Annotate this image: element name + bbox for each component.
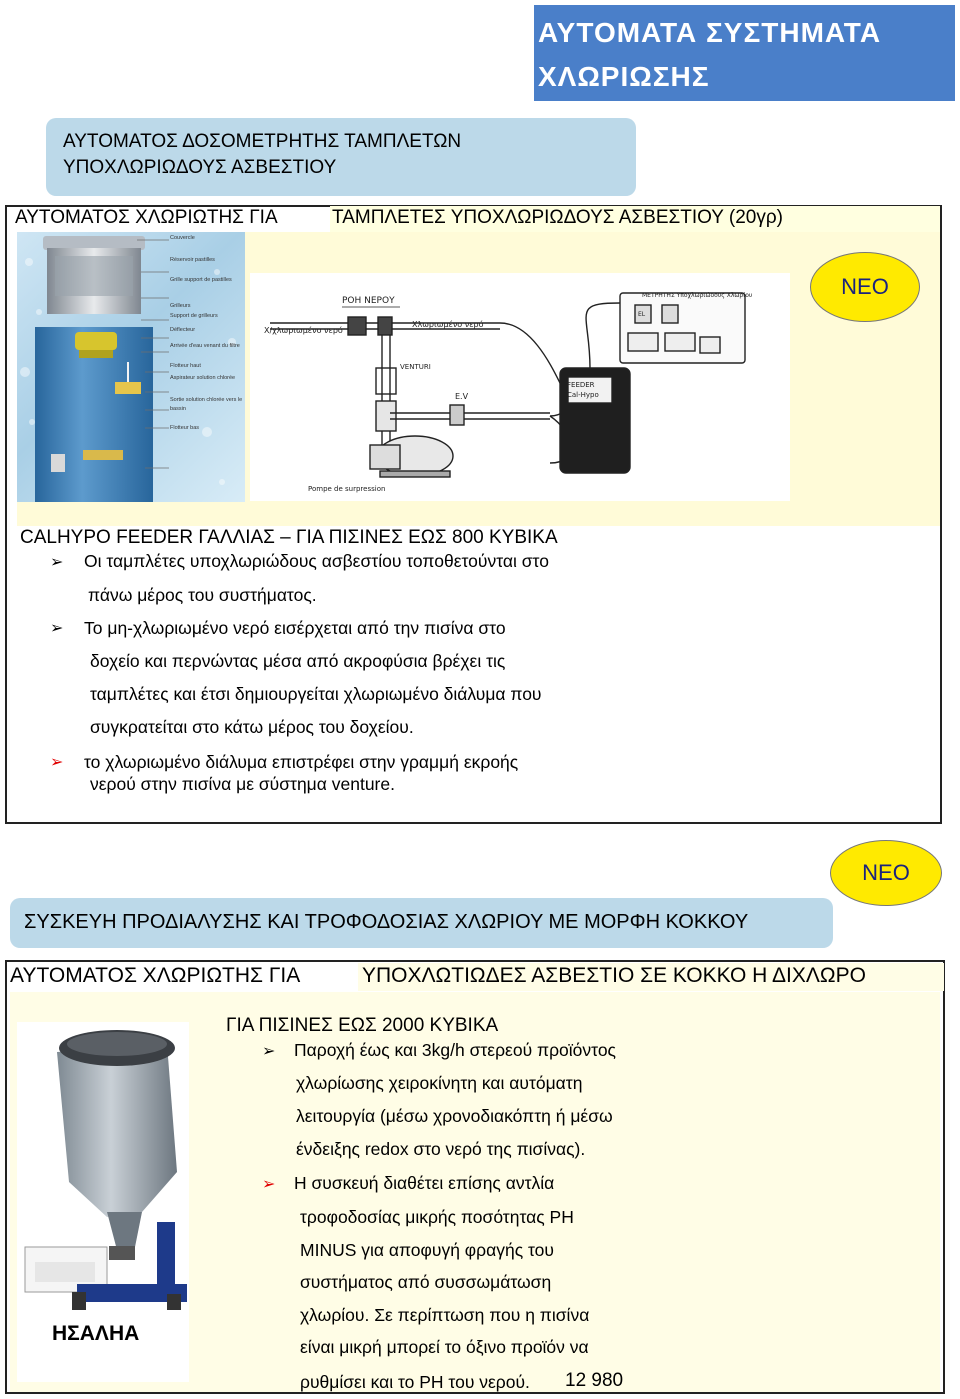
section2-bullet-2-line-6: είναι μικρή μπορεί το όξινο προϊόν να bbox=[300, 1337, 589, 1357]
bullet-arrow-icon: ➢ bbox=[262, 1043, 276, 1060]
bullet-arrow-icon: ➢ bbox=[50, 620, 64, 637]
section1-bullet-2-line-2: δοχείο και περνώντας μέσα από ακροφύσια βρέχει τις bbox=[90, 651, 506, 671]
section2-pill-text: ΣΥΣΚΕΥΗ ΠΡΟΔΙΑΛΥΣΗΣ ΚΑΙ ΤΡΟΦΟΔΟΣΙΑΣ ΧΛΩΡΙΟΥ ΜΕ ΜΟΡΦΗ ΚΟΚΚΟΥ bbox=[24, 911, 749, 933]
section2-pill bbox=[10, 898, 833, 948]
bullet-arrow-icon: ➢ bbox=[262, 1176, 276, 1193]
section2-bullet-1-line-3: λειτουργία (μέσω χρονοδιακόπτη ή μέσω bbox=[296, 1106, 613, 1126]
section1-header-left: ΑΥΤΟΜΑΤΟΣ ΧΛΩΡΙΩΤΗΣ ΓΙΑ bbox=[15, 207, 278, 228]
tank-label: Réservoir pastilles bbox=[170, 257, 215, 263]
schematic-drawing bbox=[250, 273, 790, 501]
tank-label: Couvercle bbox=[170, 235, 195, 241]
section2-header-left: ΑΥΤΟΜΑΤΟΣ ΧΛΩΡΙΩΤΗΣ ΓΙΑ bbox=[10, 964, 301, 987]
section1-title: CALHYPO FEEDER ΓΑΛΛΙΑΣ – ΓΙΑ ΠΙΣΙΝΕΣ ΕΩΣ 800 ΚΥΒΙΚΑ bbox=[20, 527, 558, 548]
section2-header-right: ΥΠΟΧΛΩΤΙΩΔΕΣ ΑΣΒΕΣΤΙΟ ΣΕ ΚΟΚΚΟ Η ΔΙΧΛΩΡΟ bbox=[358, 963, 944, 991]
section1-header-right: ΤΑΜΠΛΕΤΕΣ ΥΠΟΧΛΩΡΙΩΔΟΥΣ ΑΣΒΕΣΤΙΟΥ (20γρ) bbox=[330, 206, 940, 232]
new-badge-label: ΝΕΟ bbox=[862, 860, 910, 885]
section1-pill-line-1: ΑΥΤΟΜΑΤΟΣ ΔΟΣΟΜΕΤΡΗΤΗΣ ΤΑΜΠΛΕΤΩΝ bbox=[63, 131, 462, 152]
section2-bullet-2-line-3: MINUS για αποφυγή φραγής του bbox=[300, 1240, 554, 1260]
schematic-chlorinated-label: Χλωριωμένο νερό bbox=[412, 320, 484, 329]
section2-subtitle: ΓΙΑ ΠΙΣΙΝΕΣ ΕΩΣ 2000 ΚΥΒΙΚΑ bbox=[226, 1015, 499, 1036]
chlorinator-device-drawing bbox=[17, 1022, 189, 1312]
banner-line-1: ΑΥΤΟΜΑΤΑ ΣΥΣΤΗΜΑΤΑ bbox=[538, 17, 882, 48]
section2-bullet-1-line-4: ένδειξης redox στο νερό της πισίνας). bbox=[296, 1139, 586, 1159]
tank-label: Déflecteur bbox=[170, 327, 196, 333]
section1-bullet-2-line-4: συγκρατείται στο κάτω μέρος του δοχείου. bbox=[90, 717, 414, 737]
section1-bullet-1-line-2: πάνω μέρος του συστήματος. bbox=[88, 585, 317, 605]
schematic-feeder-sublabel: Cal-Hypo bbox=[567, 391, 599, 399]
tank-label: Arrivée d'eau venant du filtre bbox=[170, 343, 240, 349]
schematic-unchlorinated-label: Χ/χλωριωμένο νερό bbox=[264, 326, 343, 335]
schematic-feeder-label: FEEDER bbox=[567, 381, 595, 389]
tank-label: Aspirateur solution chlorée bbox=[170, 375, 236, 381]
schematic-meter-label: ΜΕΤΡΗΤΗΣ Υποχλωριώδους Χλωρίου bbox=[642, 292, 753, 299]
schematic-ev-label: E.V bbox=[455, 392, 469, 401]
system-schematic bbox=[250, 273, 790, 501]
tank-label: Flotteur bas bbox=[170, 425, 200, 431]
section1-pill bbox=[46, 118, 636, 196]
tank-label: Flotteur haut bbox=[170, 363, 201, 369]
section2-bullet-2-line-4: συστήματος από συσσωμάτωση bbox=[300, 1272, 552, 1292]
new-badge bbox=[810, 252, 920, 322]
bullet-arrow-icon: ➢ bbox=[50, 554, 64, 571]
section2-bullet-1-line-1: Παροχή έως και 3kg/h στερεού προϊόντος bbox=[294, 1040, 616, 1060]
section1-bullet-2-line-1: Το μη-χλωριωμένο νερό εισέρχεται από την πισίνα στο bbox=[84, 618, 506, 638]
section1-bullet-3-line-1: το χλωριωμένο διάλυμα επιστρέφει στην γραμμή εκροής bbox=[84, 752, 519, 772]
tank-label-list bbox=[170, 234, 248, 433]
section1-pill-line-2: ΥΠΟΧΛΩΡΙΩΔΟΥΣ ΑΣΒΕΣΤΙΟΥ bbox=[63, 157, 337, 178]
new-badge bbox=[830, 840, 942, 906]
schematic-venturi-label: VENTURI bbox=[400, 363, 431, 371]
section2-bullet-1-line-2: χλωρίωσης χειροκίνητη και αυτόματη bbox=[296, 1073, 583, 1093]
tank-label: Support de grilleurs bbox=[170, 313, 218, 319]
banner-line-2: ΧΛΩΡΙΩΣΗΣ bbox=[538, 61, 710, 92]
tank-label: Sortie solution chlorée vers le bassin bbox=[170, 397, 243, 412]
page-banner bbox=[534, 5, 955, 101]
schematic-pump-label: Pompe de surpression bbox=[308, 485, 386, 493]
section1-bullet-3-line-2: νερού στην πισίνα με σύστημα venture. bbox=[90, 774, 395, 794]
tank-label: Grilleurs bbox=[170, 303, 191, 309]
section2-price: 12 980 bbox=[565, 1370, 624, 1391]
schematic-el-label: EL bbox=[638, 311, 646, 318]
device-caption: ΗΣΑΛΗΑ bbox=[52, 1322, 140, 1345]
new-badge-label: ΝΕΟ bbox=[841, 274, 889, 299]
section1-bullet-1-line-1: Οι ταμπλέτες υποχλωριώδους ασβεστίου τοποθετούνται στο bbox=[84, 551, 549, 571]
bullet-arrow-icon: ➢ bbox=[50, 754, 64, 771]
section2-bullet-2-line-2: τροφοδοσίας μικρής ποσότητας PH bbox=[300, 1207, 574, 1227]
schematic-flow-label: ΡΟΗ ΝΕΡΟΥ bbox=[342, 296, 395, 306]
section2-bullet-2-line-7: ρυθμίσει και το PH του νερού. bbox=[300, 1372, 530, 1392]
tank-label: Grille support de pastilles bbox=[170, 277, 232, 283]
section1-bullet-2-line-3: ταμπλέτες και έτσι δημιουργείται χλωριωμένο διάλυμα που bbox=[90, 684, 542, 704]
section2-bullet-2-line-1: Η συσκευή διαθέτει επίσης αντλία bbox=[294, 1173, 555, 1193]
section2-bullet-2-line-5: χλωρίου. Σε περίπτωση που η πισίνα bbox=[300, 1305, 590, 1325]
